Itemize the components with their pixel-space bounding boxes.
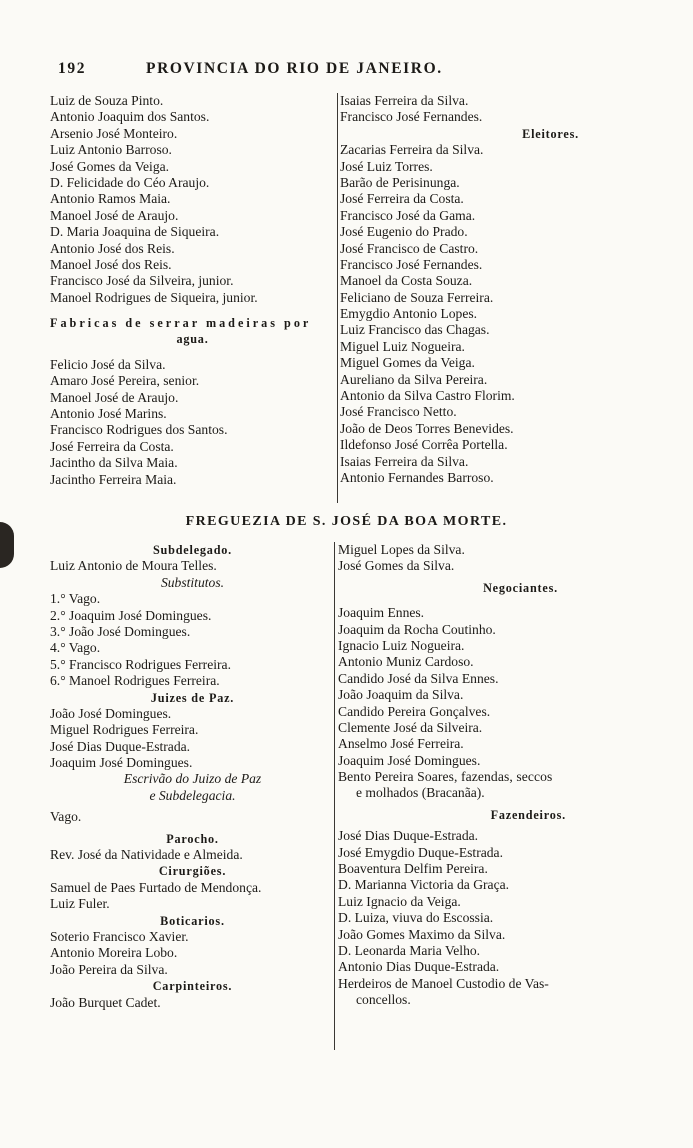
list-item: 1.° Vago.: [50, 591, 101, 607]
list-item: Francisco José Fernandes.: [340, 109, 483, 125]
list-item: Joaquim José Domingues.: [50, 755, 193, 771]
list-item: Isaias Ferreira da Silva.: [340, 453, 469, 469]
list-item: José Luiz Torres.: [340, 158, 433, 174]
substitutos-list: [50, 591, 335, 689]
list-item: José Ferreira da Costa.: [50, 438, 174, 454]
list-item: Felicio José da Silva.: [50, 356, 166, 372]
herdeiros-entry: Herdeiros de Manoel Custodio de Vas-: [338, 975, 549, 991]
list-item: Candido José da Silva Ennes.: [338, 670, 499, 686]
section-heading-substitutos: Substitutos.: [160, 574, 225, 590]
list-item: D. Marianna Victoria da Graça.: [338, 877, 510, 893]
list-item: Samuel de Paes Furtado de Mendonça.: [50, 879, 262, 895]
list-item: Antonio José dos Reis.: [50, 240, 175, 256]
list-item: Zacarias Ferreira da Silva.: [340, 142, 484, 158]
list-item: José Gomes da Silva.: [338, 558, 455, 574]
list-item: Luiz Antonio Barroso.: [50, 142, 172, 158]
escrivao-heading: Escrivão do Juizo de Paz: [123, 771, 262, 787]
section-heading-fazendeiros: Fazendeiros.: [490, 807, 566, 822]
list-item: D. Felicidade do Céo Araujo.: [50, 174, 210, 190]
section-heading-fabricas-cont: agua.: [176, 332, 209, 347]
list-item: Barão de Perisinunga.: [340, 174, 460, 190]
list-item: Jacintho da Silva Maia.: [50, 455, 178, 471]
section-title-freguezia: FREGUEZIA DE S. JOSÉ DA BOA MORTE.: [185, 514, 508, 529]
section-heading-carpinteiros: Carpinteiros.: [152, 979, 233, 994]
list-item: Francisco José da Silveira, junior.: [50, 273, 234, 289]
list-item: João de Deos Torres Benevides.: [340, 420, 514, 436]
binding-edge-mark: [0, 522, 14, 568]
list-item: Anselmo José Ferreira.: [338, 736, 464, 752]
list-item: Boaventura Delfim Pereira.: [338, 861, 488, 877]
list-item: José Dias Duque-Estrada.: [338, 828, 479, 844]
list-item: Manoel José de Araujo.: [50, 207, 179, 223]
list-item: Antonio Fernandes Barroso.: [340, 469, 494, 485]
section-heading-juizes: Juizes de Paz.: [150, 690, 235, 705]
list-item: Isaias Ferreira da Silva.: [340, 93, 469, 108]
negociante-extra: Bento Pereira Soares, fazendas, seccos: [338, 769, 553, 785]
section-heading-eleitores: Eleitores.: [522, 126, 579, 141]
boticarios-list: [50, 929, 335, 978]
name-list: [338, 542, 638, 575]
name-list: [340, 93, 585, 126]
list-item: Candido Pereira Gonçalves.: [338, 703, 491, 719]
list-item: Francisco José Fernandes.: [340, 256, 483, 272]
cirurgioes-list: [50, 880, 335, 913]
list-item: Joaquim José Domingues.: [338, 752, 481, 768]
list-item: Emygdio Antonio Lopes.: [340, 306, 478, 322]
section-heading-fabricas: Fabricas de serrar madeiras por: [50, 316, 312, 331]
list-item: Joaquim da Rocha Coutinho.: [338, 621, 496, 637]
list-item: Clemente José da Silveira.: [338, 719, 483, 735]
list-item: Amaro José Pereira, senior.: [50, 373, 200, 389]
list-item: João Pereira da Silva.: [50, 961, 168, 977]
list-item: Francisco José da Gama.: [340, 207, 476, 223]
list-item: Antonio Moreira Lobo.: [50, 945, 178, 961]
list-item: Luiz Francisco das Chagas.: [340, 322, 490, 338]
fazendeiros-list: [338, 828, 638, 976]
carpinteiros-list: [50, 995, 335, 1011]
list-item: Luiz Fuler.: [50, 896, 110, 912]
list-item: José Dias Duque-Estrada.: [50, 738, 191, 754]
list-item: Ignacio Luiz Nogueira.: [338, 637, 465, 653]
section-heading-parocho: Parocho.: [166, 831, 219, 846]
list-item: Feliciano de Souza Ferreira.: [340, 289, 494, 305]
list-item: Antonio José Marins.: [50, 406, 167, 422]
list-item: João Joaquim da Silva.: [338, 687, 464, 703]
list-item: Miguel Lopes da Silva.: [338, 542, 465, 557]
list-item: José Gomes da Veiga.: [50, 158, 170, 174]
section-heading-boticarios: Boticarios.: [160, 913, 225, 928]
list-item: 3.° João José Domingues.: [50, 623, 191, 639]
section-heading-cirurgioes: Cirurgiões.: [158, 864, 227, 879]
list-item: José Eugenio do Prado.: [340, 224, 468, 240]
list-item: Manoel José dos Reis.: [50, 256, 172, 272]
list-item: Miguel Rodrigues Ferreira.: [50, 722, 199, 738]
list-item: Miguel Gomes da Veiga.: [340, 355, 475, 371]
list-item: Jacintho Ferreira Maia.: [50, 471, 177, 487]
name-list: [50, 93, 335, 306]
list-item: Miguel Luiz Nogueira.: [340, 338, 465, 354]
list-item: Luiz de Souza Pinto.: [50, 93, 164, 108]
list-item: D. Maria Joaquina de Siqueira.: [50, 224, 220, 240]
section-heading-negociantes: Negociantes.: [483, 580, 558, 595]
column-upper-left: [50, 93, 335, 488]
column-divider-upper: [337, 93, 338, 503]
list-item: José Francisco de Castro.: [340, 240, 479, 256]
list-item: 5.° Francisco Rodrigues Ferreira.: [50, 656, 231, 672]
list-item: João Gomes Maximo da Silva.: [338, 926, 506, 942]
list-item: José Emygdio Duque-Estrada.: [338, 844, 503, 860]
page-title: PROVINCIA DO RIO DE JANEIRO.: [146, 60, 443, 77]
list-item: Antonio Joaquim dos Santos.: [50, 109, 210, 125]
list-item: Ildefonso José Corrêa Portella.: [340, 437, 508, 453]
list-item: D. Leonarda Maria Velho.: [338, 942, 481, 958]
fabricas-list: [50, 357, 335, 488]
list-item: 6.° Manoel Rodrigues Ferreira.: [50, 673, 220, 689]
negociantes-list: [338, 605, 638, 769]
column-lower-right: [338, 542, 638, 1009]
escrivao-heading-cont: e Subdelegacia.: [149, 787, 236, 803]
list-item: Arsenio José Monteiro.: [50, 125, 178, 141]
list-item: Antonio Ramos Maia.: [50, 191, 171, 207]
list-item: 4.° Vago.: [50, 640, 101, 656]
list-item: Antonio Muniz Cardoso.: [338, 654, 474, 670]
list-item: Antonio Dias Duque-Estrada.: [338, 959, 500, 975]
juizes-list: [50, 706, 335, 772]
list-item: Francisco Rodrigues dos Santos.: [50, 422, 228, 438]
subdelegado-name: Luiz Antonio de Moura Telles.: [50, 558, 217, 574]
list-item: João José Domingues.: [50, 705, 172, 721]
eleitores-list: [340, 142, 585, 486]
page-number: 192: [58, 60, 87, 77]
list-item: João Burquet Cadet.: [50, 994, 161, 1010]
column-divider-lower: [334, 542, 335, 1050]
parocho-name: Rev. José da Natividade e Almeida.: [50, 847, 243, 863]
list-item: 2.° Joaquim José Domingues.: [50, 607, 212, 623]
list-item: Antonio da Silva Castro Florim.: [340, 388, 515, 404]
list-item: Joaquim Ennes.: [338, 605, 425, 621]
escrivao-value: Vago.: [50, 809, 82, 825]
list-item: Manoel José de Araujo.: [50, 389, 179, 405]
herdeiros-entry-cont: concellos.: [356, 992, 411, 1008]
list-item: Soterio Francisco Xavier.: [50, 928, 189, 944]
column-upper-right: [340, 93, 585, 486]
column-lower-left: [50, 542, 335, 1011]
section-heading-subdelegado: Subdelegado.: [152, 543, 233, 557]
list-item: Manoel da Costa Souza.: [340, 273, 473, 289]
list-item: José Francisco Netto.: [340, 404, 457, 420]
negociante-extra-cont: e molhados (Bracanãa).: [356, 785, 485, 801]
list-item: Luiz Ignacio da Veiga.: [338, 893, 461, 909]
list-item: Manoel Rodrigues de Siqueira, junior.: [50, 289, 258, 305]
page-header: [58, 60, 538, 84]
list-item: Aureliano da Silva Pereira.: [340, 371, 488, 387]
list-item: José Ferreira da Costa.: [340, 191, 464, 207]
list-item: D. Luiza, viuva do Escossia.: [338, 910, 494, 926]
